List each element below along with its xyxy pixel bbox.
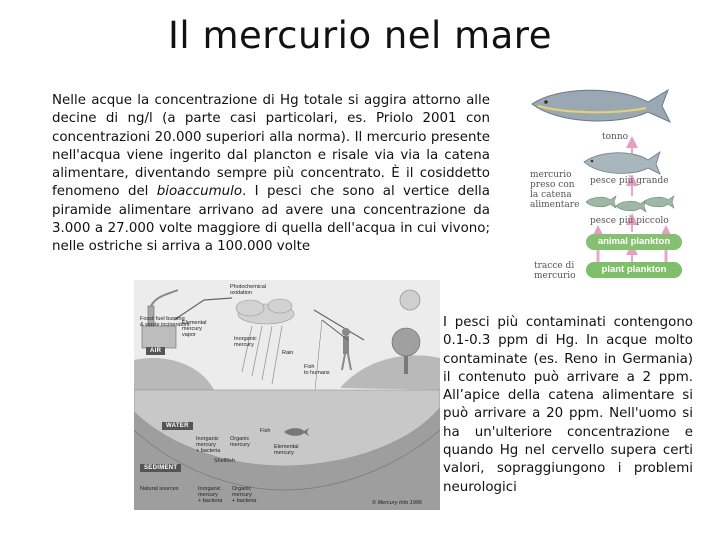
elemental-vapor-label: Elemental mercury vapor xyxy=(182,320,207,338)
inorganic-sediment-label: Inorganic mercury + bacteria xyxy=(198,486,223,504)
organic-water-label: Organic mercury xyxy=(230,436,250,448)
rain-label: Rain xyxy=(282,350,294,356)
intro-text-end: . I pesci che sono al vertice della piramide alimentare arrivano ad avere una concentrazione da 3.000 a 27.000 volte maggiore di quella dell'acqua in cui vivono; nelle ostriche si arriva a 100.000 volte xyxy=(52,184,490,255)
organic-sediment-label: Organic mercury + bacteria xyxy=(232,486,257,504)
mercury-cycle-diagram xyxy=(134,280,440,510)
intro-paragraph xyxy=(52,92,490,257)
mercury-traces-label: tracce di mercurio xyxy=(534,261,576,281)
shellfish-label: Shellfish xyxy=(214,458,235,464)
air-band: AIR xyxy=(146,347,165,355)
inorganic-water-label: Inorganic mercury + bacteria xyxy=(196,436,221,454)
mercury-chain-label: mercurio preso con la catena alimentare xyxy=(530,170,580,210)
credit-label: © Mercury Info 1996 xyxy=(372,500,422,506)
intro-text-start: Nelle acque la concentrazione di Hg totale si aggira attorno alle decine di ng/l (a parte casi particolari, es. Priolo 2001 con concentrazioni 20.000 superiori alla norma). Il mercurio presente nell'acqua viene ingerito dal plancton e risale via via la catena alimentare, diventando sempre più concentrato. È il cosiddetto fenomeno del xyxy=(52,93,490,200)
small-fish-icon xyxy=(586,196,674,212)
elemental-water-label: Elemental mercury xyxy=(274,444,299,456)
tuna-icon xyxy=(532,90,670,122)
food-chain-illustration xyxy=(528,84,690,280)
cycle-graphic xyxy=(134,280,440,510)
big-fish-icon xyxy=(584,152,660,174)
inorganic-air-label: Inorganic mercury xyxy=(234,336,257,348)
animal-plankton-badge: animal plankton xyxy=(586,234,682,250)
small-fish-label: pesce più piccolo xyxy=(590,216,669,226)
water-band: WATER xyxy=(162,422,193,430)
sediment-band: SEDIMENT xyxy=(140,464,181,472)
tuna-label: tonno xyxy=(602,132,629,142)
page-title: Il mercurio nel mare xyxy=(168,14,552,57)
big-fish-label: pesce più grande xyxy=(590,176,669,186)
sun-icon xyxy=(400,290,420,310)
fossil-fuel-label: Fossil fuel burning & waste incinerators xyxy=(140,316,190,328)
photochemical-label: Photochemical oxidation xyxy=(230,284,267,296)
bioaccumulo-term: bioaccumulo xyxy=(156,184,243,200)
fish-to-humans-label: Fish to humans xyxy=(304,364,330,376)
plant-plankton-badge: plant plankton xyxy=(586,262,682,278)
contamination-paragraph: I pesci più contaminati contengono 0.1-0.3 ppm di Hg. In acque molto contaminate (es. Reno in Germania) il contenuto può arrivare a 2 ppm. All’apice della catena alimentare si può arrivare a 20 ppm. Nell'uomo si ha un'ulteriore concentrazione e quando Hg nel cervello supera certi valori, sopraggiungono i problemi neurologici xyxy=(443,315,693,495)
fish-label: Fish xyxy=(260,428,271,434)
natural-sources-label: Natural sources xyxy=(140,486,179,492)
